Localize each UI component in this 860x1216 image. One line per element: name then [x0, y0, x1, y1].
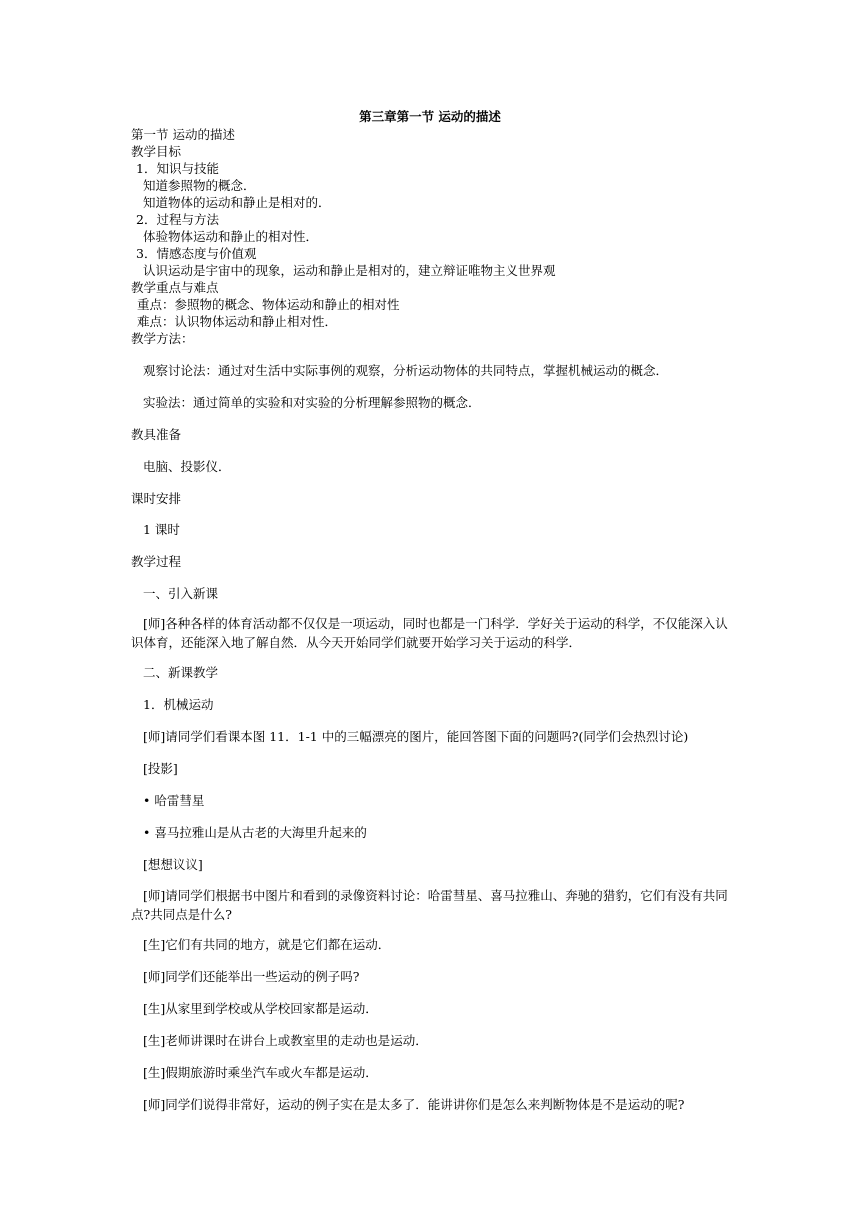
student-answer-2: [生]从家里到学校或从学校回家都是运动． — [143, 1001, 378, 1016]
paragraph-teacher-question: [师]请同学们看课本图 11．1-1 中的三幅漂亮的图片，能回答图下面的问题吗?(同学们会热烈讨论) — [143, 729, 689, 744]
intro-heading: 一、引入新课 — [143, 586, 219, 601]
projection-label: [投影] — [143, 761, 178, 776]
paragraph-discussion: [师]请同学们根据书中图片和看到的录像资料讨论：哈雷彗星、喜马拉雅山、奔驰的猎豹，它们有没有共同点?共同点是什么? — [131, 888, 728, 922]
focus-heading: 教学重点与难点 — [131, 280, 219, 295]
student-answer-1: [生]它们有共同的地方，就是它们都在运动． — [143, 937, 391, 952]
process-heading: 教学过程 — [131, 554, 182, 569]
focus-difficulty: 难点：认识物体运动和静止相对性． — [137, 314, 338, 329]
think-discuss-label: [想想议议] — [143, 857, 203, 872]
mechanical-motion-heading: 1．机械运动 — [143, 697, 214, 712]
schedule-content: 1 课时 — [143, 522, 180, 537]
new-lesson-heading: 二、新课教学 — [143, 665, 219, 680]
goal-process: 2．过程与方法 — [136, 212, 219, 227]
goal-attitude-item-1: 认识运动是宇宙中的现象，运动和静止是相对的，建立辩证唯物主义世界观 — [143, 263, 556, 278]
tools-content: 电脑、投影仪． — [143, 459, 231, 474]
goal-attitude: 3．情感态度与价值观 — [136, 246, 257, 261]
goal-process-item-1: 体验物体运动和静止的相对性． — [143, 229, 319, 244]
teacher-question-3: [师]同学们说得非常好，运动的例子实在是太多了．能讲讲你们是怎么来判断物体是不是运动的呢? — [143, 1097, 685, 1112]
goal-knowledge-item-2: 知道物体的运动和静止是相对的． — [143, 195, 331, 210]
document-title: 第三章第一节 运动的描述 — [359, 109, 501, 124]
student-answer-4: [生]假期旅游时乘坐汽车或火车都是运动． — [143, 1065, 378, 1080]
student-answer-3: [生]老师讲课时在讲台上或教室里的走动也是运动． — [143, 1033, 428, 1048]
section-heading: 第一节 运动的描述 — [131, 127, 235, 142]
goals-heading: 教学目标 — [131, 144, 182, 159]
bullet-himalaya: • 喜马拉雅山是从古老的大海里升起来的 — [143, 825, 367, 840]
schedule-heading: 课时安排 — [131, 491, 182, 506]
goal-knowledge-item-1: 知道参照物的概念． — [143, 178, 256, 193]
focus-key: 重点：参照物的概念、物体运动和静止的相对性 — [137, 297, 400, 312]
tools-heading: 教具准备 — [131, 427, 182, 442]
method-experiment: 实验法：通过简单的实验和对实验的分析理解参照物的概念． — [143, 395, 481, 410]
intro-paragraph: [师]各种各样的体育活动都不仅仅是一项运动，同时也都是一门科学．学好关于运动的科学，不仅能深入认识体育，还能深入地了解自然．从今天开始同学们就要开始学习关于运动的科学． — [131, 616, 728, 650]
bullet-halley-comet: • 哈雷彗星 — [143, 793, 205, 808]
goal-knowledge: 1．知识与技能 — [136, 161, 219, 176]
method-observe: 观察讨论法：通过对生活中实际事例的观察，分析运动物体的共同特点，掌握机械运动的概念． — [143, 363, 669, 378]
teacher-question-2: [师]同学们还能举出一些运动的例子吗? — [143, 969, 360, 984]
methods-heading: 教学方法： — [131, 331, 194, 346]
